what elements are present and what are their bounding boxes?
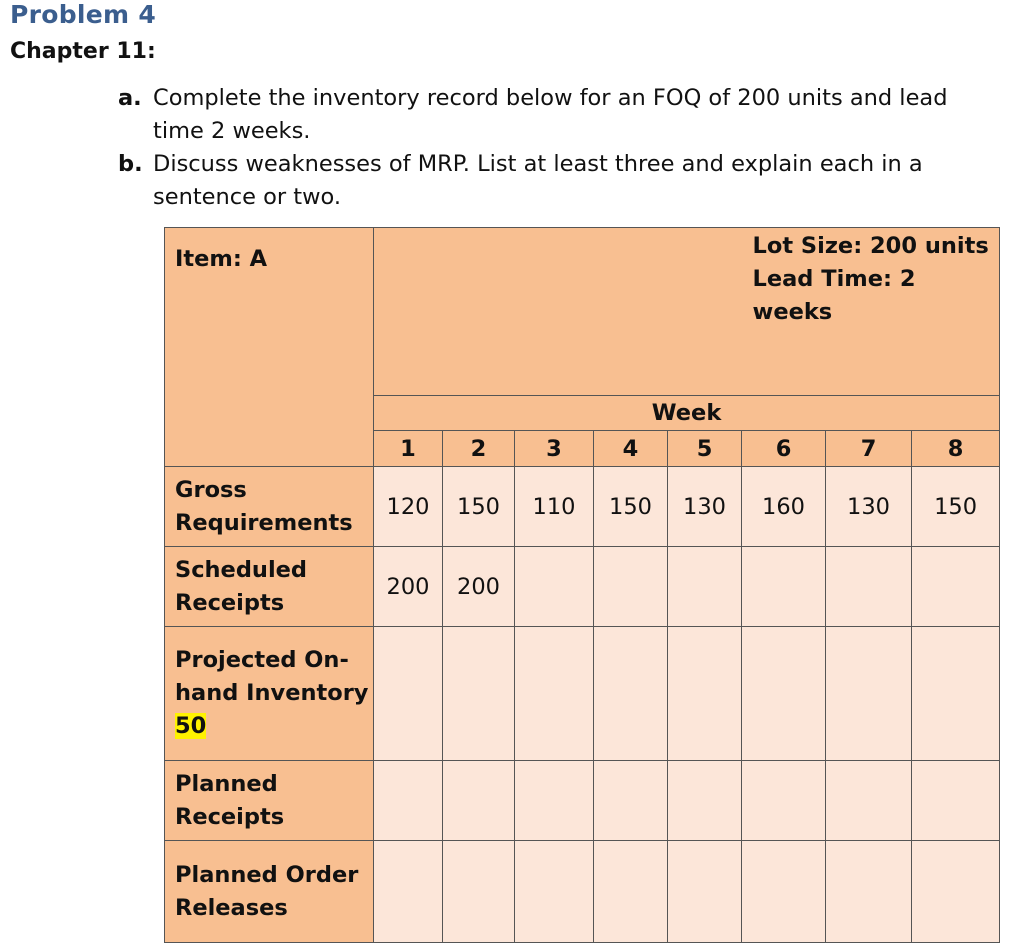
record-cell[interactable] <box>912 761 1000 841</box>
record-cell[interactable]: 160 <box>742 467 826 547</box>
task-text: Complete the inventory record below for an FOQ of 200 units and lead time 2 weeks. <box>153 85 948 144</box>
record-cell[interactable] <box>742 547 826 627</box>
record-cell[interactable] <box>374 627 443 761</box>
record-cell[interactable] <box>826 841 912 943</box>
record-cell[interactable] <box>912 841 1000 943</box>
record-cell[interactable] <box>912 627 1000 761</box>
record-cell[interactable] <box>742 761 826 841</box>
task-text: Discuss weaknesses of MRP. List at least three and explain each in a sentence or two. <box>153 151 923 210</box>
record-cell[interactable] <box>826 547 912 627</box>
record-cell[interactable] <box>912 547 1000 627</box>
record-header-row <box>165 228 1000 396</box>
record-row <box>165 627 1000 761</box>
task-label: a. <box>118 85 142 111</box>
record-cell[interactable] <box>668 547 742 627</box>
week-6: 6 <box>742 431 826 467</box>
task-label: b. <box>118 151 143 177</box>
record-row <box>165 547 1000 627</box>
row-label: Planned Order Releases <box>165 841 374 943</box>
record-cell[interactable]: 150 <box>912 467 1000 547</box>
week-1: 1 <box>374 431 443 467</box>
record-cell[interactable]: 130 <box>826 467 912 547</box>
record-cell[interactable] <box>374 761 443 841</box>
week-8: 8 <box>912 431 1000 467</box>
row-label: Scheduled Receipts <box>165 547 374 627</box>
record-cell[interactable] <box>515 627 594 761</box>
record-cell[interactable] <box>826 761 912 841</box>
record-cell[interactable] <box>742 841 826 943</box>
record-cell[interactable] <box>594 547 668 627</box>
inventory-record-table <box>164 227 1000 943</box>
record-cell[interactable]: 130 <box>668 467 742 547</box>
initial-inventory: 50 <box>175 713 207 739</box>
record-cell[interactable] <box>826 627 912 761</box>
record-cell[interactable] <box>443 627 515 761</box>
record-cell[interactable]: 150 <box>594 467 668 547</box>
row-label: Gross Requirements <box>165 467 374 547</box>
header-spacer <box>374 228 742 396</box>
record-cell[interactable] <box>443 761 515 841</box>
record-cell[interactable] <box>668 627 742 761</box>
week-3: 3 <box>515 431 594 467</box>
week-label: Week <box>374 396 1000 431</box>
chapter-heading: Chapter 11: <box>10 39 156 64</box>
record-cell[interactable] <box>374 841 443 943</box>
record-cell[interactable] <box>443 841 515 943</box>
record-row <box>165 467 1000 547</box>
record-cell[interactable]: 200 <box>374 547 443 627</box>
record-cell[interactable] <box>594 841 668 943</box>
record-cell[interactable]: 110 <box>515 467 594 547</box>
lot-info <box>742 228 1000 396</box>
item-label: Item: A <box>165 228 374 467</box>
record-cell[interactable]: 200 <box>443 547 515 627</box>
record-cell[interactable] <box>594 627 668 761</box>
page-title: Problem 4 <box>10 0 157 29</box>
record-cell[interactable] <box>515 841 594 943</box>
row-label: Projected On-hand Inventory 50 <box>165 627 374 761</box>
record-cell[interactable] <box>668 841 742 943</box>
task-b <box>118 148 998 214</box>
task-a <box>118 82 998 148</box>
record-cell[interactable] <box>742 627 826 761</box>
record-cell[interactable] <box>668 761 742 841</box>
record-cell[interactable]: 150 <box>443 467 515 547</box>
week-5: 5 <box>668 431 742 467</box>
week-2: 2 <box>443 431 515 467</box>
lead-time: Lead Time: 2 weeks <box>752 266 916 325</box>
record-cell[interactable] <box>515 547 594 627</box>
record-cell[interactable]: 120 <box>374 467 443 547</box>
lot-size: Lot Size: 200 units <box>752 233 989 259</box>
record-cell[interactable] <box>515 761 594 841</box>
record-row <box>165 761 1000 841</box>
record-cell[interactable] <box>594 761 668 841</box>
record-row <box>165 841 1000 943</box>
row-label: Planned Receipts <box>165 761 374 841</box>
task-list <box>118 82 998 214</box>
week-7: 7 <box>826 431 912 467</box>
week-4: 4 <box>594 431 668 467</box>
